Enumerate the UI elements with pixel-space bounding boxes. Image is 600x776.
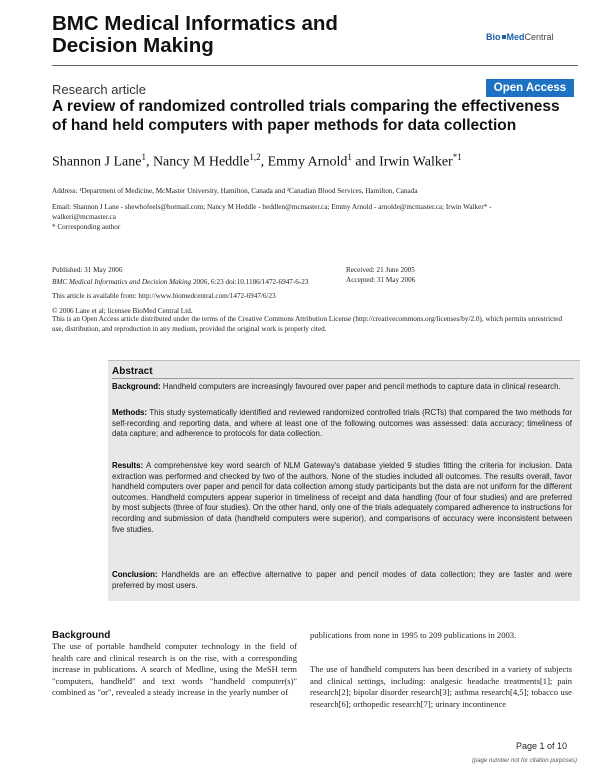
biomed-central-logo: Bio MedCentral xyxy=(486,32,554,42)
availability-link[interactable]: This article is available from: http://www.biomedcentral.com/1472-6947/6/23 xyxy=(52,292,276,300)
abstract-background: Background: Handheld computers are increasingly favoured over paper and pencil methods to capture data in clinical research. xyxy=(112,382,561,391)
accepted-date: Accepted: 31 May 2006 xyxy=(346,276,416,284)
author-name: Irwin Walker xyxy=(379,154,453,170)
author-name: Emmy Arnold xyxy=(267,154,348,170)
author-name: Nancy M Heddle xyxy=(152,154,250,170)
address: Address: ¹Department of Medicine, McMaster University, Hamilton, Canada and ²Canadian Blood Services, Hamilton, Canada xyxy=(52,187,418,195)
header-divider xyxy=(52,65,578,66)
abstract-heading: Abstract xyxy=(112,366,153,377)
abstract-methods: Methods: This study systematically identified and reviewed randomized controlled trials (RCTs) that compared the two methods for self-recording and reporting data, and where at least one of the following outcomes was assessed: data accuracy; timeliness of data capture; and adherence to protocols for data collection. xyxy=(112,408,572,439)
license: This is an Open Access article distributed under the terms of the Creative Commons Attribution License (http://creativecommons.org/licenses/by/2.0), which permits unrestricted use, distribution, and reproduction in any medium, provided the original work is properly cited. xyxy=(52,315,563,333)
received-date: Received: 21 June 2005 xyxy=(346,266,415,274)
body-right-paragraph-1: publications from none in 1995 to 209 publications in 2003. xyxy=(310,630,517,640)
journal-title: BMC Medical Informatics and Decision Making xyxy=(52,12,338,57)
article-title: A review of randomized controlled trials comparing the effectiveness of hand held computers with paper methods for data collection xyxy=(52,98,560,134)
email-text[interactable]: Shannon J Lane - shewhofeels@hotmail.com; Nancy M Heddle - heddlen@mcmaster.ca; Emmy Arnold - arnolde@mcmaster.ca; Irwin Walker* - walkeri@mcmaster.ca xyxy=(52,203,492,221)
body-right-paragraph-2: The use of handheld computers has been described in a variety of subjects and clinical settings, including: analgesic headache treatments[1]; pain research[2]; bipolar disorder research[3]; asthma research[4,5]; tobacco use research[6]; orthopedic research[7]; urinary incontinence xyxy=(310,664,572,709)
published-date: Published: 31 May 2006 xyxy=(52,266,123,274)
author-name: Shannon J Lane xyxy=(52,154,142,170)
abstract-divider xyxy=(112,378,574,379)
page-number: Page 1 of 10 xyxy=(516,741,568,751)
open-access-badge: Open Access xyxy=(486,79,574,97)
abstract-results: Results: A comprehensive key word search of NLM Gateway's database yielded 9 studies fitting the criteria for inclusion. Data extraction was performed and checked by two of the authors. None of the studies included all outcomes. The results overall, favor handheld computers over paper and pencil for data collection among study participants but the data are not uniform for the different outcomes. Handheld computers appear superior in timeliness of receipt and data handling (four of four studies) and are preferred by most subjects (three of four studies). On the other hand, only one of the trials adequately compared adherence to instructions for recording and submission of data (handheld computers were superior), and comparisons of accuracy were inconsistent between five studies. xyxy=(112,461,572,534)
email-block: Email: Shannon J Lane - shewhofeels@hotmail.com; Nancy M Heddle - heddlen@mcmaster.ca; Emmy Arnold - arnolde@mcmaster.ca; Irwin Walker* - walkeri@mcmaster.ca xyxy=(52,203,492,221)
section-heading: Background xyxy=(52,630,111,641)
body-left-column: The use of portable handheld computer technology in the field of health care and clinical research is on the rise, with a corresponding increase in publications. A search of Medline, using the MeSH term "computers, handheld" and text words "handheld computer(s)" combined as "or", revealed a steady increase in the yearly number of xyxy=(52,641,297,698)
corresponding-note: * Corresponding author xyxy=(52,223,121,231)
abstract-conclusion: Conclusion: Handhelds are an effective alternative to paper and pencil modes of data collection; they are faster and were preferred by most users. xyxy=(112,570,572,590)
page-note: (page number not for citation purposes) xyxy=(472,758,578,764)
article-type: Research article xyxy=(52,82,146,97)
citation: BMC Medical Informatics and Decision Making 2006, 6:23 doi:10.1186/1472-6947-6-23 xyxy=(52,278,309,286)
author-list: Shannon J Lane$^1$, Nancy M Heddle$^{1,2}$, Emmy Arnold$^1$ and Irwin Walker$^{*1}$ xyxy=(52,152,462,170)
copyright: © 2006 Lane et al; licensee BioMed Central Ltd. xyxy=(52,307,193,315)
